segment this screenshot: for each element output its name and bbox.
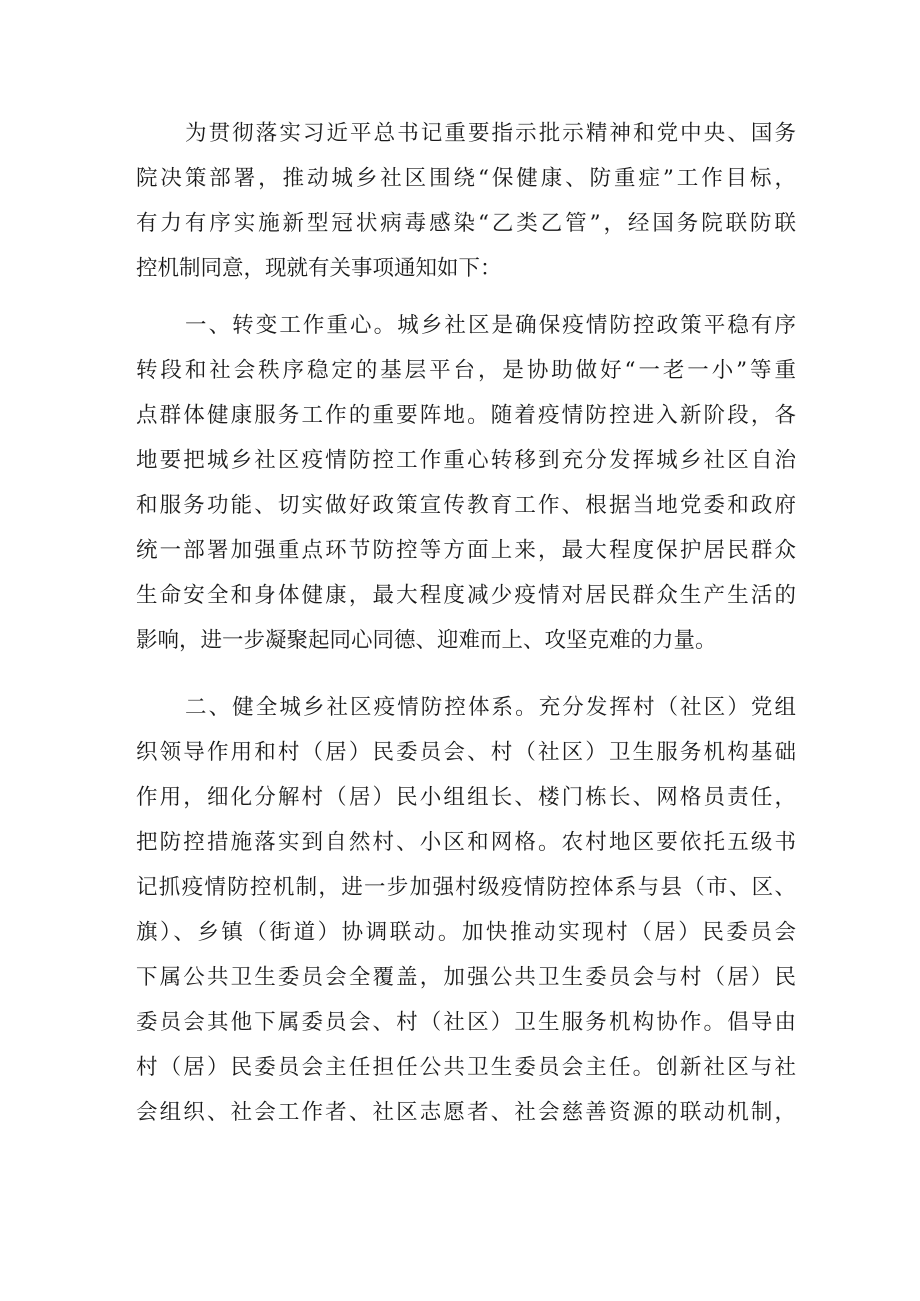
text-line: 二、健全城乡社区疫情防控体系。充分发挥村（社区）党组: [185, 695, 796, 720]
text-line: 转段和社会秩序稳定的基层平台，是协助做好“一老一小”等重: [136, 358, 796, 383]
text-line: 委员会其他下属委员会、村（社区）卫生服务机构协作。倡导由: [136, 1010, 796, 1035]
text-line: 下属公共卫生委员会全覆盖，加强公共卫生委员会与村（居）民: [136, 965, 796, 990]
text-line: 有力有序实施新型冠状病毒感染“乙类乙管”，经国务院联防联: [136, 211, 796, 236]
text-line: 和服务功能、切实做好政策宣传教育工作、根据当地党委和政府: [136, 493, 796, 518]
text-line: 把防控措施落实到自然村、小区和网格。农村地区要依托五级书: [136, 830, 796, 855]
text-line: 记抓疫情防控机制，进一步加强村级疫情防控体系与县（市、区、: [136, 875, 796, 900]
text-line: 院决策部署，推动城乡社区围绕“保健康、防重症”工作目标，: [136, 166, 796, 191]
text-line: 为贯彻落实习近平总书记重要指示批示精神和党中央、国务: [185, 121, 796, 146]
text-line: 统一部署加强重点环节防控等方面上来，最大程度保护居民群众: [136, 538, 796, 563]
text-line: 影响，进一步凝聚起同心同德、迎难而上、攻坚克难的力量。: [136, 628, 717, 653]
text-line: 控机制同意，现就有关事项通知如下：: [136, 256, 502, 281]
text-line: 村（居）民委员会主任担任公共卫生委员会主任。创新社区与社: [136, 1055, 796, 1080]
text-line: 点群体健康服务工作的重要阵地。随着疫情防控进入新阶段，各: [136, 403, 796, 428]
text-line: 作用，细化分解村（居）民小组组长、楼门栋长、网格员责任，: [136, 785, 796, 810]
text-line: 地要把城乡社区疫情防控工作重心转移到充分发挥城乡社区自治: [136, 448, 796, 473]
text-line: 生命安全和身体健康，最大程度减少疫情对居民群众生产生活的: [136, 583, 796, 608]
text-line: 旗）、乡镇（街道）协调联动。加快推动实现村（居）民委员会: [136, 920, 796, 945]
text-line: 会组织、社会工作者、社区志愿者、社会慈善资源的联动机制，: [136, 1100, 796, 1125]
text-line: 织领导作用和村（居）民委员会、村（社区）卫生服务机构基础: [136, 740, 796, 765]
text-line: 一、转变工作重心。城乡社区是确保疫情防控政策平稳有序: [185, 313, 796, 338]
